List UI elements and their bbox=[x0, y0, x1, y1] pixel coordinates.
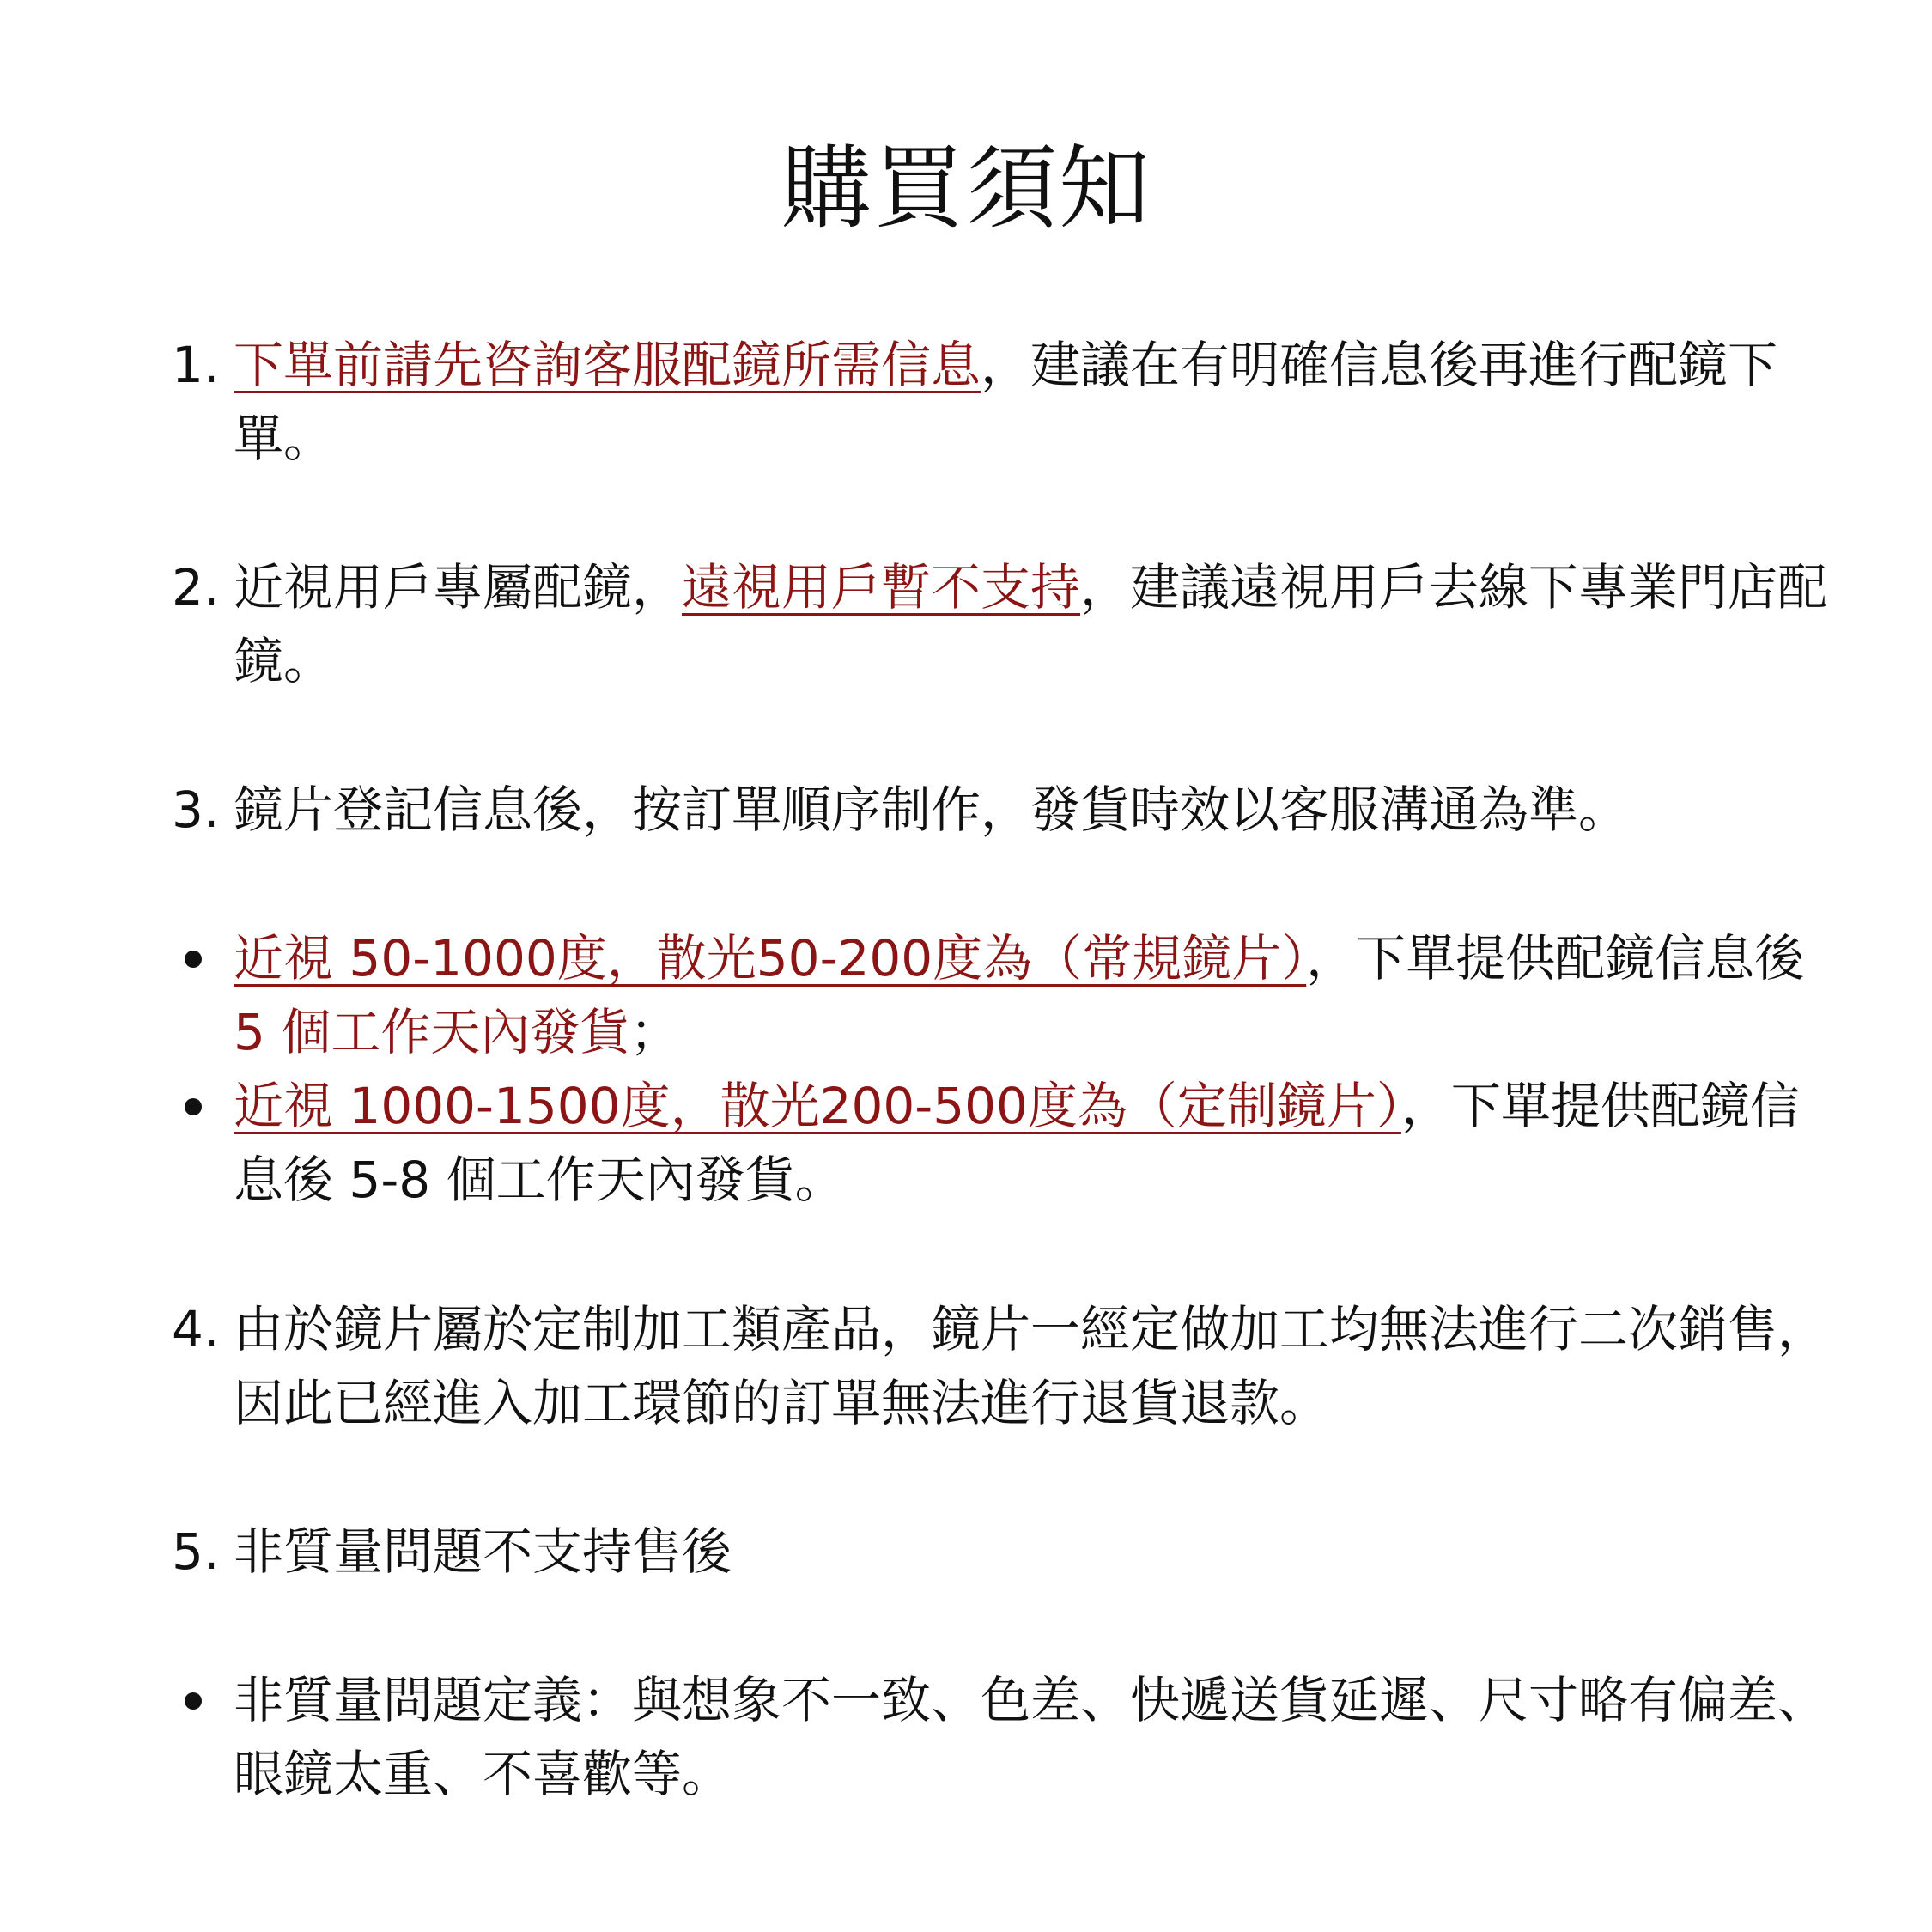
notice-bullet-non-quality-definition bbox=[172, 1663, 1846, 1811]
notice-item-2 bbox=[172, 550, 1846, 698]
bullet-icon bbox=[185, 1692, 202, 1710]
item-text-rest: ，建議遠視用戶去線下專業門店配鏡。 bbox=[234, 558, 1828, 690]
highlight-custom-lens-range: 近視 1000-1500度，散光200-500度為（定制鏡片） bbox=[234, 1077, 1401, 1135]
highlight-delivery-days: 5 個工作天內發貨 bbox=[234, 1003, 630, 1061]
highlight-regular-lens-range: 近視 50-1000度，散光50-200度為（常規鏡片） bbox=[234, 929, 1307, 987]
item-number: 5. bbox=[172, 1522, 220, 1581]
notice-item-4 bbox=[172, 1292, 1846, 1440]
item-text-prefix: 近視用戶專屬配鏡， bbox=[234, 558, 683, 617]
page-title: 購買須知 bbox=[781, 136, 1151, 241]
item-text-rest: ； bbox=[629, 1003, 680, 1061]
item-text: 非質量問題定義：與想象不一致、色差、快遞送貨延遲、尺寸略有偏差、眼鏡太重、不喜歡等。 bbox=[234, 1671, 1828, 1803]
item-number: 2. bbox=[172, 558, 220, 617]
bullet-icon bbox=[185, 1098, 202, 1115]
item-text bbox=[234, 328, 1839, 476]
item-text bbox=[234, 1069, 1839, 1217]
item-text bbox=[234, 921, 1839, 1069]
notice-item-5 bbox=[172, 1515, 1846, 1589]
item-number: 3. bbox=[172, 781, 220, 839]
highlight-hyperopia-unsupported: 遠視用戶暫不支持 bbox=[682, 558, 1081, 617]
item-text: 非質量問題不支持售後 bbox=[234, 1522, 732, 1581]
notice-bullet-regular-lens bbox=[172, 921, 1846, 1069]
highlight-consult-first: 下單前請先咨詢客服配鏡所需信息 bbox=[234, 336, 981, 394]
item-text: 由於鏡片屬於定制加工類產品，鏡片一經定做加工均無法進行二次銷售，因此已經進入加工環節的訂單無法進行退貨退款。 bbox=[234, 1300, 1828, 1432]
item-text: 鏡片登記信息後，按訂單順序制作，發貨時效以客服溝通為準。 bbox=[234, 781, 1629, 839]
bullet-icon bbox=[185, 951, 202, 968]
item-text bbox=[234, 550, 1839, 698]
item-number: 4. bbox=[172, 1300, 220, 1358]
item-text-rest: ，下單提供配鏡信息後 5-8 個工作天內發貨。 bbox=[234, 1077, 1800, 1209]
notice-item-1 bbox=[172, 328, 1846, 476]
item-number: 1. bbox=[172, 336, 220, 394]
item-text-rest: ，建議在有明確信息後再進行配鏡下單。 bbox=[234, 336, 1778, 468]
notice-item-3 bbox=[172, 773, 1846, 847]
item-text-middle: ，下單提供配鏡信息後 bbox=[1306, 929, 1805, 987]
notice-bullet-custom-lens bbox=[172, 1069, 1846, 1217]
